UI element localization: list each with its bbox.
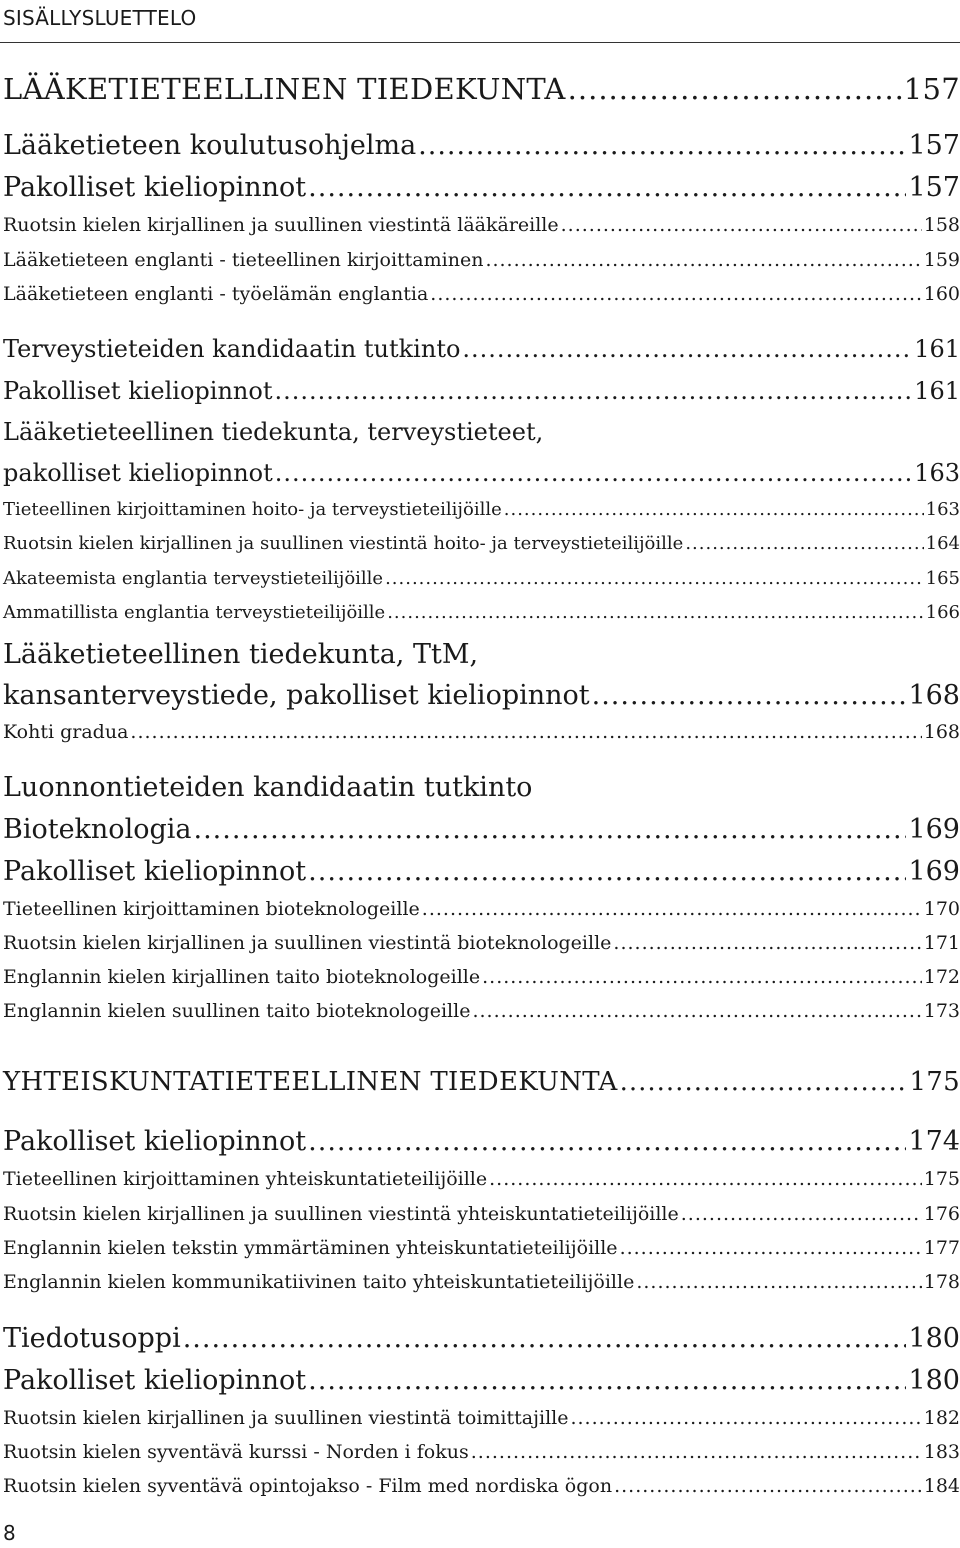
toc-entry[interactable] xyxy=(3,1126,960,1157)
header-title: SISÄLLYSLUETTELO xyxy=(3,6,197,30)
toc-entry-title: Lääketieteellinen tiedekunta, TtM, xyxy=(3,639,479,670)
toc-entry[interactable] xyxy=(3,721,960,743)
toc-entry-page: 180 xyxy=(908,1365,960,1396)
toc-entry-title: Ruotsin kielen kirjallinen ja suullinen viestintä hoito- ja terveystieteilijöille xyxy=(3,533,684,554)
toc-entry[interactable] xyxy=(3,1407,960,1429)
toc-entry-page: 163 xyxy=(914,459,960,487)
toc-entry-title: Tieteellinen kirjoittaminen hoito- ja terveystieteilijöille xyxy=(3,499,502,520)
toc-entry[interactable] xyxy=(3,898,960,920)
toc-leader-dots xyxy=(193,814,906,845)
toc-leader-dots xyxy=(130,721,921,743)
toc-entry[interactable] xyxy=(3,568,960,589)
toc-leader-dots xyxy=(561,214,922,236)
toc-leader-dots xyxy=(308,1126,906,1157)
toc-leader-dots xyxy=(485,249,921,271)
toc-entry[interactable] xyxy=(3,249,960,271)
toc-entry-page: 165 xyxy=(925,568,960,589)
toc-entry[interactable] xyxy=(3,130,960,161)
toc-entry-page: 177 xyxy=(923,1237,960,1259)
toc-entry[interactable] xyxy=(3,1067,960,1097)
toc-leader-dots xyxy=(570,1407,921,1429)
toc-entry-title: YHTEISKUNTATIETEELLINEN TIEDEKUNTA xyxy=(3,1067,618,1097)
toc-entry-title: Lääketieteen koulutusohjelma xyxy=(3,130,417,161)
toc-entry-page: 161 xyxy=(914,377,960,405)
toc-entry-title: Akateemista englantia terveystieteilijöille xyxy=(3,568,384,589)
toc-leader-dots xyxy=(620,1067,908,1097)
toc-entry-title: Bioteknologia xyxy=(3,814,192,845)
toc-entry-title: kansanterveystiede, pakolliset kieliopinnot xyxy=(3,680,590,711)
toc-leader-dots xyxy=(308,172,906,203)
toc-entry-title: Kohti gradua xyxy=(3,721,129,743)
toc-entry-title: Ruotsin kielen kirjallinen ja suullinen viestintä toimittajille xyxy=(3,1407,569,1429)
toc-entry-page: 157 xyxy=(908,130,960,161)
toc-leader-dots xyxy=(681,1203,922,1225)
toc-leader-dots xyxy=(482,966,922,988)
toc-leader-dots xyxy=(636,1271,921,1293)
toc-entry-title: Ruotsin kielen kirjallinen ja suullinen viestintä bioteknologeille xyxy=(3,932,612,954)
toc-entry-page: 171 xyxy=(923,932,960,954)
toc-entry[interactable] xyxy=(3,459,960,487)
toc-entry-page: 166 xyxy=(925,602,960,623)
toc-entry-page: 161 xyxy=(914,335,960,363)
toc-entry-page: 174 xyxy=(908,1126,960,1157)
page-number: 8 xyxy=(3,1521,16,1545)
toc-entry-page: 178 xyxy=(923,1271,960,1293)
toc-entry[interactable] xyxy=(3,172,960,203)
toc-leader-dots xyxy=(275,459,912,487)
toc-entry-title: Lääketieteen englanti - työelämän englantia xyxy=(3,283,429,305)
toc-entry[interactable] xyxy=(3,1203,960,1225)
toc-leader-dots xyxy=(308,1365,906,1396)
toc-entry-title: Lääketieteellinen tiedekunta, terveystieteet, xyxy=(3,418,544,446)
toc-heading-line xyxy=(3,639,478,670)
toc-entry[interactable] xyxy=(3,1000,960,1022)
toc-leader-dots xyxy=(462,335,912,363)
toc-entry-title: Pakolliset kieliopinnot xyxy=(3,377,273,405)
toc-entry-page: 184 xyxy=(923,1475,960,1497)
toc-entry-title: Englannin kielen kommunikatiivinen taito yhteiskuntatieteilijöille xyxy=(3,1271,635,1293)
toc-entry-page: 169 xyxy=(908,856,960,887)
toc-entry-title: Tieteellinen kirjoittaminen bioteknologeille xyxy=(3,898,420,920)
toc-entry-title: LÄÄKETIETEELLINEN TIEDEKUNTA xyxy=(3,72,566,106)
toc-entry-title: Ammatillista englantia terveystieteilijöille xyxy=(3,602,386,623)
toc-leader-dots xyxy=(274,377,912,405)
toc-entry-title: Pakolliset kieliopinnot xyxy=(3,1126,307,1157)
toc-leader-dots xyxy=(430,283,921,305)
toc-entry-page: 157 xyxy=(903,72,960,106)
toc-entry-title: Terveystieteiden kandidaatin tutkinto xyxy=(3,335,461,363)
toc-entry-title: Ruotsin kielen kirjallinen ja suullinen viestintä lääkäreille xyxy=(3,214,559,236)
toc-entry[interactable] xyxy=(3,72,960,106)
toc-entry-page: 170 xyxy=(923,898,960,920)
toc-leader-dots xyxy=(418,130,906,161)
toc-entry-page: 169 xyxy=(908,814,960,845)
toc-heading-line xyxy=(3,772,532,803)
toc-entry-page: 182 xyxy=(923,1407,960,1429)
toc-entry-page: 168 xyxy=(923,721,960,743)
toc-entry-page: 175 xyxy=(923,1168,960,1190)
toc-entry[interactable] xyxy=(3,335,960,363)
toc-entry[interactable] xyxy=(3,1365,960,1396)
toc-entry-title: pakolliset kieliopinnot xyxy=(3,459,273,487)
toc-leader-dots xyxy=(685,533,923,554)
toc-entry-title: Englannin kielen kirjallinen taito bioteknologeille xyxy=(3,966,481,988)
toc-entry-page: 157 xyxy=(908,172,960,203)
toc-entry-page: 176 xyxy=(923,1203,960,1225)
toc-entry-title: Pakolliset kieliopinnot xyxy=(3,172,307,203)
toc-entry-title: Ruotsin kielen syventävä kurssi - Norden i fokus xyxy=(3,1441,469,1463)
toc-entry-title: Luonnontieteiden kandidaatin tutkinto xyxy=(3,772,533,803)
toc-entry-title: Englannin kielen suullinen taito bioteknologeille xyxy=(3,1000,471,1022)
toc-entry-page: 164 xyxy=(925,533,960,554)
toc-entry[interactable] xyxy=(3,1237,960,1259)
toc-entry[interactable] xyxy=(3,966,960,988)
toc-entry[interactable] xyxy=(3,602,960,623)
toc-entry[interactable] xyxy=(3,1323,960,1354)
toc-entry-page: 159 xyxy=(923,249,960,271)
toc-leader-dots xyxy=(613,932,921,954)
toc-entry[interactable] xyxy=(3,1271,960,1293)
toc-entry[interactable] xyxy=(3,1475,960,1497)
toc-entry-title: Ruotsin kielen kirjallinen ja suullinen viestintä yhteiskuntatieteilijöille xyxy=(3,1203,679,1225)
toc-entry-title: Pakolliset kieliopinnot xyxy=(3,1365,307,1396)
toc-entry[interactable] xyxy=(3,214,960,236)
toc-leader-dots xyxy=(422,898,922,920)
toc-entry-title: Ruotsin kielen syventävä opintojakso - Film med nordiska ögon xyxy=(3,1475,613,1497)
toc-entry[interactable] xyxy=(3,1441,960,1463)
toc-entry[interactable] xyxy=(3,499,960,520)
toc-leader-dots xyxy=(471,1441,922,1463)
toc-entry-page: 183 xyxy=(923,1441,960,1463)
toc-leader-dots xyxy=(568,72,902,106)
toc-entry[interactable] xyxy=(3,533,960,554)
toc-leader-dots xyxy=(489,1168,922,1190)
toc-entry-title: Englannin kielen tekstin ymmärtäminen yhteiskuntatieteilijöille xyxy=(3,1237,618,1259)
toc-entry-page: 175 xyxy=(909,1067,960,1097)
toc-leader-dots xyxy=(387,602,923,623)
toc-entry[interactable] xyxy=(3,283,960,305)
toc-entry[interactable] xyxy=(3,814,960,845)
toc-leader-dots xyxy=(308,856,906,887)
toc-entry[interactable] xyxy=(3,1168,960,1190)
toc-entry-title: Tieteellinen kirjoittaminen yhteiskuntatieteilijöille xyxy=(3,1168,488,1190)
toc-entry-page: 180 xyxy=(908,1323,960,1354)
toc-entry[interactable] xyxy=(3,856,960,887)
toc-leader-dots xyxy=(385,568,924,589)
section-header xyxy=(0,0,960,43)
toc-entry-page: 172 xyxy=(923,966,960,988)
toc-entry-page: 158 xyxy=(923,214,960,236)
toc-entry[interactable] xyxy=(3,680,960,711)
toc-entry-page: 173 xyxy=(923,1000,960,1022)
toc-entry-title: Tiedotusoppi xyxy=(3,1323,181,1354)
toc-leader-dots xyxy=(183,1323,907,1354)
toc-entry-title: Lääketieteen englanti - tieteellinen kirjoittaminen xyxy=(3,249,484,271)
toc-entry[interactable] xyxy=(3,932,960,954)
toc-entry-page: 168 xyxy=(908,680,960,711)
toc-leader-dots xyxy=(504,499,924,520)
toc-entry[interactable] xyxy=(3,377,960,405)
toc-leader-dots xyxy=(620,1237,922,1259)
toc-entry-page: 160 xyxy=(923,283,960,305)
toc-leader-dots xyxy=(614,1475,922,1497)
toc-heading-line xyxy=(3,418,543,446)
toc-leader-dots xyxy=(472,1000,921,1022)
toc-entry-page: 163 xyxy=(925,499,960,520)
toc-leader-dots xyxy=(592,680,907,711)
toc-entry-title: Pakolliset kieliopinnot xyxy=(3,856,307,887)
